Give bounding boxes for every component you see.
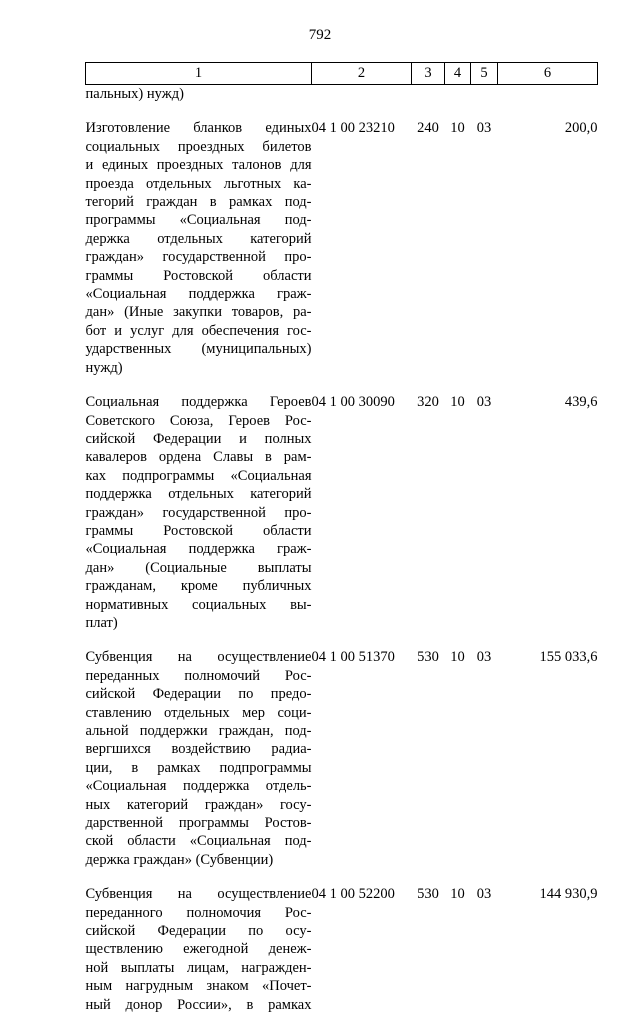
- description-line: ставлению отдельных мер соци-: [85, 704, 312, 721]
- description-line: «Социальная поддержка граж-: [85, 286, 312, 303]
- row-code: 04 1 00 30090: [311, 394, 395, 411]
- description-line: нужд): [85, 359, 123, 376]
- description-line: программы «Социальная под-: [85, 212, 312, 229]
- description-line: ществлению ежегодной денеж-: [85, 941, 312, 958]
- table-row: [86, 393, 598, 632]
- header-col-3: 3: [412, 63, 445, 85]
- description-line: социальных проездных билетов: [85, 138, 312, 155]
- row-expense-type: 240: [417, 120, 439, 137]
- row-subsection: 03: [476, 120, 492, 137]
- description-line: кавалеров ордена Славы в рам-: [85, 449, 312, 466]
- description-line: и единых проездных талонов для: [85, 157, 312, 174]
- description-line: поддержка отдельных категорий: [85, 486, 312, 503]
- description-line: ударственных (муниципальных): [85, 341, 312, 358]
- description-line: ный донор России», в рамках: [85, 996, 312, 1013]
- description-line: ных категорий граждан» госу-: [85, 796, 312, 813]
- description-line: ской области «Социальная под-: [85, 833, 312, 850]
- description-line: дан» (Социальные выплаты: [85, 559, 312, 576]
- row-amount: 144 930,9: [539, 886, 598, 903]
- description-line: ным нагрудным знаком «Почет-: [85, 978, 312, 995]
- description-line: граммы Ростовской области: [85, 522, 312, 539]
- row-subsection: 03: [476, 394, 492, 411]
- row-amount: 200,0: [564, 120, 598, 137]
- row-code: 04 1 00 51370: [311, 649, 395, 666]
- header-col-1: 1: [86, 63, 312, 85]
- description-line: сийской Федерации по предо-: [85, 686, 312, 703]
- description-line: проезда отдельных льготных ка-: [85, 175, 312, 192]
- description-line: «Социальная поддержка отдель-: [85, 778, 312, 795]
- description-line: ной выплаты лицам, награжден-: [85, 959, 312, 976]
- row-section: 10: [450, 120, 465, 137]
- header-col-4: 4: [445, 63, 471, 85]
- description-line: гражданам, кроме публичных: [85, 578, 312, 595]
- row-spacer: [86, 869, 598, 885]
- row-section: 10: [450, 649, 465, 666]
- description-line: держка отдельных категорий: [85, 230, 312, 247]
- header-row: [86, 63, 598, 85]
- table-row: [86, 648, 598, 869]
- description-line: дарственной программы Ростов-: [85, 815, 312, 832]
- row-spacer: [86, 377, 598, 393]
- row-amount: 439,6: [564, 394, 598, 411]
- table-row: [86, 119, 598, 377]
- description-line: сийской Федерации по осу-: [85, 923, 312, 940]
- description-line: Социальная поддержка Героев: [85, 394, 312, 411]
- header-col-5: 5: [471, 63, 498, 85]
- row-subsection: 03: [476, 886, 492, 903]
- row-description: [86, 648, 312, 869]
- description-line: граждан» государственной про-: [85, 249, 312, 266]
- description-line: граждан» государственной про-: [85, 504, 312, 521]
- description-line: Субвенция на осуществление: [85, 886, 312, 903]
- header-col-6: 6: [498, 63, 598, 85]
- description-line: Изготовление бланков единых: [85, 120, 312, 137]
- row-expense-type: 530: [417, 886, 439, 903]
- carry-over-text: пальных) нужд): [85, 86, 184, 102]
- carry-over-row: [86, 85, 598, 104]
- row-description: [86, 393, 312, 632]
- row-spacer: [86, 632, 598, 648]
- row-section: 10: [450, 394, 465, 411]
- description-line: Советского Союза, Героев Рос-: [85, 412, 312, 429]
- row-expense-type: 320: [417, 394, 439, 411]
- description-line: граммы Ростовской области: [85, 267, 312, 284]
- description-line: бот и услуг для обеспечения гос-: [85, 322, 312, 339]
- description-line: тегорий граждан в рамках под-: [85, 194, 312, 211]
- description-line: ках подпрограммы «Социальная: [85, 467, 312, 484]
- description-line: вергшихся воздействию радиа-: [85, 741, 312, 758]
- description-line: альной поддержки граждан, под-: [85, 723, 312, 739]
- description-line: переданного полномочия Рос-: [85, 904, 312, 921]
- budget-table: [85, 62, 598, 1014]
- description-line: «Социальная поддержка граж-: [85, 541, 312, 558]
- description-line: Субвенция на осуществление: [85, 649, 312, 666]
- row-subsection: 03: [476, 649, 492, 666]
- description-line: дан» (Иные закупки товаров, ра-: [85, 304, 312, 321]
- header-col-2: 2: [312, 63, 412, 85]
- description-line: сийской Федерации и полных: [85, 430, 312, 447]
- description-line: нормативных социальных вы-: [85, 596, 312, 613]
- description-line: переданных полномочий Рос-: [85, 667, 312, 684]
- description-line: держка граждан» (Субвенции): [85, 851, 274, 868]
- row-description: [86, 119, 312, 377]
- row-section: 10: [450, 886, 465, 903]
- description-line: плат): [85, 614, 118, 631]
- row-expense-type: 530: [417, 649, 439, 666]
- row-amount: 155 033,6: [539, 649, 598, 666]
- row-code: 04 1 00 23210: [311, 120, 395, 137]
- page-number: 792: [308, 27, 332, 43]
- description-line: ции, в рамках подпрограммы: [85, 759, 312, 776]
- row-code: 04 1 00 52200: [311, 886, 395, 903]
- row-spacer: [86, 103, 598, 119]
